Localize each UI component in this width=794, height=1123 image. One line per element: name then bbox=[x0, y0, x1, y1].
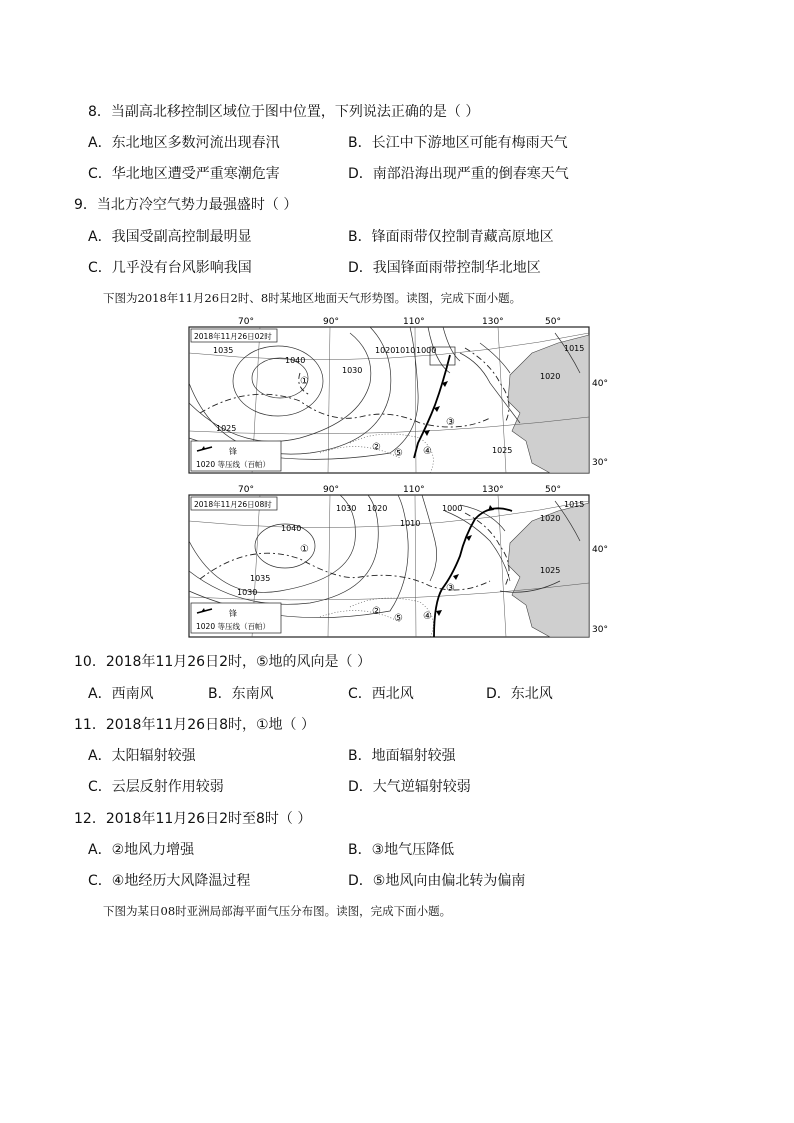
isobar-label: 1030 bbox=[336, 504, 357, 513]
legend-isobar-label: 1020 等压线（百帕） bbox=[196, 460, 270, 469]
q8-option-b: B．长江中下游地区可能有梅雨天气 bbox=[348, 135, 568, 151]
isobar-label: 1000 bbox=[442, 504, 463, 513]
site-2-marker: ② bbox=[372, 606, 381, 617]
isobar-label: 1025 bbox=[492, 446, 513, 455]
map-time-label: 2018年11月26日08时 bbox=[194, 500, 272, 509]
figure-intro-pressure-map: 下图为某日08时亚洲局部海平面气压分布图。读图，完成下面小题。 bbox=[103, 904, 452, 918]
q9-option-d: D．我国锋面雨带控制华北地区 bbox=[348, 260, 541, 276]
q10-option-b: B．东南风 bbox=[208, 686, 274, 702]
legend-isobar-label: 1020 等压线（百帕） bbox=[196, 622, 270, 631]
lon-label: 130° bbox=[482, 485, 504, 495]
q10-option-c: C．西北风 bbox=[348, 686, 414, 702]
q12-option-a: A．②地风力增强 bbox=[88, 842, 195, 858]
q8-option-c: C．华北地区遭受严重寒潮危害 bbox=[88, 166, 280, 182]
lat-label: 30° bbox=[592, 458, 608, 468]
q12-option-b: B．③地气压降低 bbox=[348, 842, 455, 858]
legend-front-label: 锋 bbox=[229, 447, 237, 456]
q8-option-a: A．东北地区多数河流出现春汛 bbox=[88, 135, 280, 151]
q9-option-b: B．锋面雨带仅控制青藏高原地区 bbox=[348, 229, 554, 245]
isobar-label: 1020 bbox=[540, 372, 561, 381]
isobar-label: 1020 bbox=[540, 514, 561, 523]
question-12-stem: 12．2018年11月26日2时至8时（ ） bbox=[74, 811, 312, 827]
q10-option-a: A．西南风 bbox=[88, 686, 154, 702]
isobar-label: 1015 bbox=[564, 500, 585, 509]
weather-map-0200 bbox=[160, 313, 620, 478]
lon-label: 90° bbox=[323, 317, 339, 327]
lat-label: 40° bbox=[592, 545, 608, 555]
site-5-marker: ⑤ bbox=[394, 448, 403, 459]
weather-map-0800 bbox=[160, 481, 620, 641]
isobar-label: 1010 bbox=[400, 519, 421, 528]
isobar-label: 1030 bbox=[342, 366, 363, 375]
q10-option-d: D．东北风 bbox=[486, 686, 553, 702]
isobar-label: 1040 bbox=[285, 356, 306, 365]
isobar-label: 1010 bbox=[395, 346, 416, 355]
isobar-label: 1025 bbox=[216, 424, 237, 433]
legend-front-label: 锋 bbox=[229, 609, 237, 618]
isobar-label: 1040 bbox=[281, 524, 302, 533]
q12-option-c: C．④地经历大风降温过程 bbox=[88, 873, 251, 889]
site-1-marker: ① bbox=[300, 544, 309, 555]
site-3-marker: ③ bbox=[446, 583, 455, 594]
isobar-label: 1035 bbox=[250, 574, 271, 583]
q11-option-d: D．大气逆辐射较弱 bbox=[348, 779, 471, 795]
site-4-marker: ④ bbox=[423, 611, 432, 622]
isobar-label: 1035 bbox=[213, 346, 234, 355]
site-4-marker: ④ bbox=[423, 446, 432, 457]
isobar-label: 1015 bbox=[564, 344, 585, 353]
q11-option-b: B．地面辐射较强 bbox=[348, 748, 456, 764]
isobar-label: 1000 bbox=[416, 346, 437, 355]
site-2-marker: ② bbox=[372, 442, 381, 453]
site-5-marker: ⑤ bbox=[394, 613, 403, 624]
lon-label: 110° bbox=[403, 485, 425, 495]
question-9-stem: 9．当北方冷空气势力最强盛时（ ） bbox=[74, 197, 298, 213]
lat-label: 30° bbox=[592, 625, 608, 635]
isobar-label: 1030 bbox=[237, 588, 258, 597]
site-1-marker: ① bbox=[300, 376, 309, 387]
figure-intro-weather-maps: 下图为2018年11月26日2时、8时某地区地面天气形势图。读图，完成下面小题。 bbox=[103, 291, 522, 305]
q8-option-d: D．南部沿海出现严重的倒春寒天气 bbox=[348, 166, 569, 182]
q9-option-a: A．我国受副高控制最明显 bbox=[88, 229, 252, 245]
site-3-marker: ③ bbox=[446, 417, 455, 428]
lon-label: 90° bbox=[323, 485, 339, 495]
q12-option-d: D．⑤地风向由偏北转为偏南 bbox=[348, 873, 526, 889]
question-10-stem: 10．2018年11月26日2时，⑤地的风向是（ ） bbox=[74, 654, 371, 670]
isobar-label: 1020 bbox=[367, 504, 388, 513]
q11-option-c: C．云层反射作用较弱 bbox=[88, 779, 224, 795]
lat-label: 40° bbox=[592, 379, 608, 389]
lon-label: 50° bbox=[545, 317, 561, 327]
lon-label: 70° bbox=[238, 317, 254, 327]
lon-label: 70° bbox=[238, 485, 254, 495]
question-8-stem: 8．当副高北移控制区域位于图中位置，下列说法正确的是（ ） bbox=[88, 104, 480, 120]
q11-option-a: A．太阳辐射较强 bbox=[88, 748, 196, 764]
map-time-label: 2018年11月26日02时 bbox=[194, 332, 272, 341]
isobar-label: 1025 bbox=[540, 566, 561, 575]
lon-label: 110° bbox=[403, 317, 425, 327]
lon-label: 130° bbox=[482, 317, 504, 327]
lon-label: 50° bbox=[545, 485, 561, 495]
question-11-stem: 11．2018年11月26日8时，①地（ ） bbox=[74, 717, 315, 733]
q9-option-c: C．几乎没有台风影响我国 bbox=[88, 260, 252, 276]
isobar-label: 1020 bbox=[375, 346, 396, 355]
